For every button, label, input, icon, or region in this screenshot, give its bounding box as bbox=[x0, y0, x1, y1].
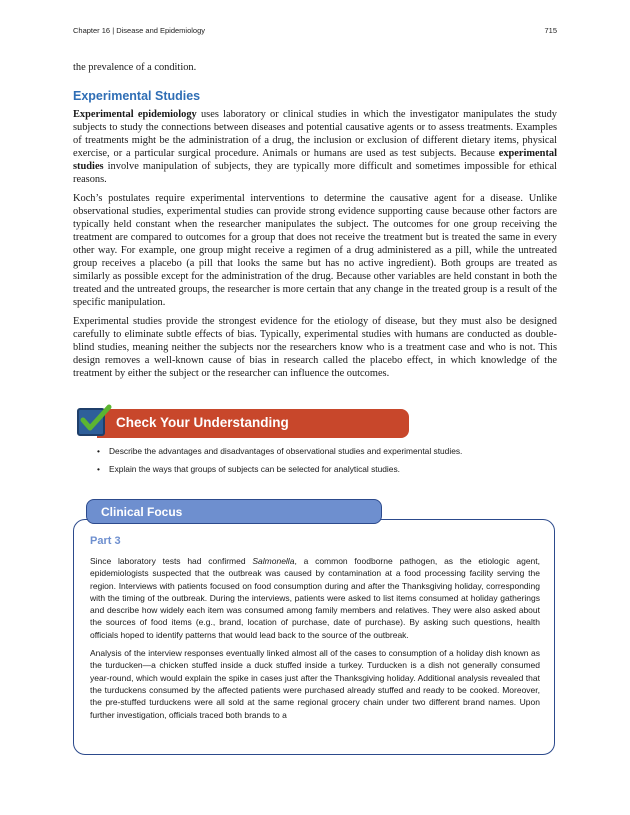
clinical-paragraph-2: Analysis of the interview responses eventually linked almost all of the cases to consumption of a holiday dish known as the turducken—a chicken stuffed inside a duck stuffed inside a turkey. Turducken is a dish not generally consumed year-round, which would explain the spike in cases just after the Thanksgiving holiday. Additional analysis revealed that the turduckens consumed by the affected patients were purchased already stuffed and ready to be cooked. Moreover, the pre-stuffed turduckens were all sold at the same regional grocery chain under two different brand names. Upon further investigation, officials traced both brands to a bbox=[90, 648, 540, 720]
clinical-focus-title: Clinical Focus bbox=[101, 505, 183, 519]
clinical-focus-part: Part 3 bbox=[90, 535, 121, 547]
chapter-title: Chapter 16 | Disease and Epidemiology bbox=[73, 26, 206, 35]
paragraph-2: Koch’s postulates require experimental interventions to determine the causative agent for a disease. Unlike observational studies, experimental studies can provide strong evidence supporting cause because other factors are typically held constant when the researcher manipulates the subject. The outcomes for one group receiving the treatment are compared to outcomes for a group that does not receive the treatment but is treated the same in every other way. For example, one group might receive a regimen of a drug administered as a pill, while the untreated group receives a placebo (a pill that looks the same but has no active ingredient). Both groups are treated as similarly as possible except for the administration of the drug. Because other variables are held constant in both the treated and the untreated groups, the researcher is more certain that any change in the treated group is a result of the specific manipulation. bbox=[73, 193, 557, 308]
key-term: experimental studies bbox=[73, 148, 557, 172]
paragraph-3: Experimental studies provide the strongest evidence for the etiology of disease, but they must also be designed carefully to eliminate subtle effects of bias. Typically, experimental studies with humans are conducted as double-blind studies, meaning neither the subjects nor the researchers know who is a treatment case and who is not. This design removes a well-known cause of bias in research called the placebo effect, in which knowledge of the treatment by either the subject or the researcher can influence the outcomes. bbox=[73, 316, 557, 379]
organism-name: Salmonella bbox=[252, 556, 295, 566]
list-item: • Describe the advantages and disadvantages of observational studies and experimental studies. bbox=[97, 446, 557, 457]
check-understanding-list bbox=[97, 446, 557, 482]
clinical-paragraph-1: Since laboratory tests had confirmed Salmonella, a common foodborne pathogen, as the etiologic agent, epidemiologists suspected that the outbreak was caused by contamination at a food processing facility serving the region. Interviews with patients focused on food consumption during and after the Thanksgiving holiday, corresponding with the timing of the outbreak. During the interviews, patients were asked to list items consumed at holiday gatherings and describe how widely each item was consumed among family members and relatives. They were also asked about the sources of food items (e.g., brand, location of purchase, date of purchase). By asking such questions, health officials hoped to identify patterns that would lead back to the source of the outbreak. bbox=[90, 556, 540, 640]
clinical-focus-tab bbox=[86, 499, 382, 524]
clinical-focus-content bbox=[90, 535, 540, 727]
section-heading: Experimental Studies bbox=[73, 89, 201, 103]
paragraph-1: Experimental epidemiology uses laboratory or clinical studies in which the investigator manipulates the study subjects to study the connections between diseases and potential causative agents or to assess treatments. Examples of treatments might be the administration of a drug, the inclusion or exclusion of different dietary items, physical exercise, or a particular surgical procedure. Animals or humans are used as test subjects. Because experimental studies involve manipulation of subjects, they are typically more difficult and sometimes impossible for ethical reasons. bbox=[73, 109, 557, 185]
page-header bbox=[73, 26, 557, 35]
checkbox-icon bbox=[77, 408, 105, 436]
list-item: • Explain the ways that groups of subjects can be selected for analytical studies. bbox=[97, 464, 557, 475]
clinical-focus-text bbox=[90, 555, 540, 721]
page-number: 715 bbox=[544, 26, 557, 35]
section-body bbox=[73, 108, 557, 386]
check-understanding-banner bbox=[77, 407, 411, 439]
continued-paragraph: the prevalence of a condition. bbox=[73, 62, 197, 73]
key-term: Experimental epidemiology bbox=[73, 109, 197, 120]
check-understanding-title: Check Your Understanding bbox=[116, 415, 289, 430]
